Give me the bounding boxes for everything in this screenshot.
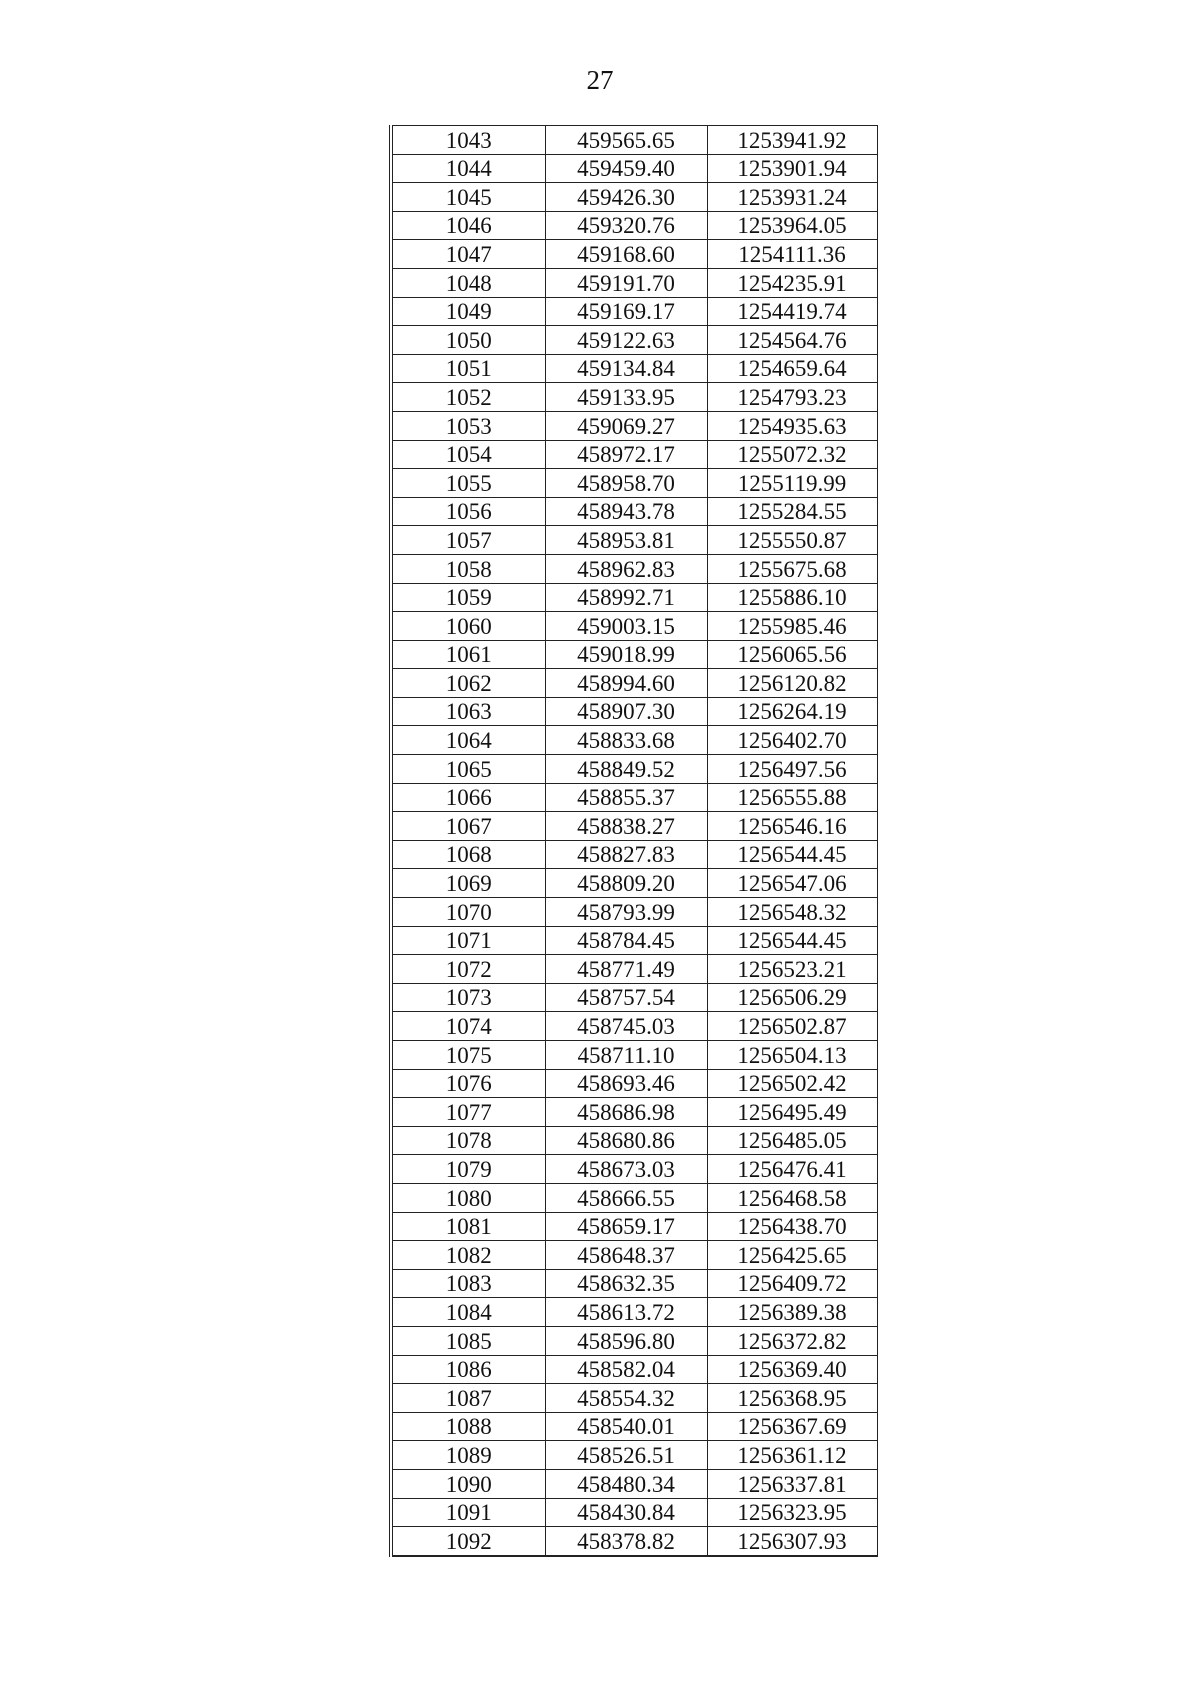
table-row — [391, 1012, 877, 1041]
point-number-cell: 1066 — [391, 783, 545, 812]
point-number-cell: 1048 — [391, 268, 545, 297]
table-row — [391, 126, 877, 155]
y-coordinate-cell: 1256409.72 — [707, 1269, 877, 1298]
y-coordinate-cell: 1256361.12 — [707, 1441, 877, 1470]
y-coordinate-cell: 1256495.49 — [707, 1098, 877, 1127]
x-coordinate-cell: 458784.45 — [545, 926, 707, 955]
x-coordinate-cell: 458953.81 — [545, 526, 707, 555]
table-row — [391, 354, 877, 383]
x-coordinate-cell: 459191.70 — [545, 268, 707, 297]
x-coordinate-cell: 458632.35 — [545, 1269, 707, 1298]
table-row — [391, 1241, 877, 1270]
x-coordinate-cell: 458613.72 — [545, 1298, 707, 1327]
x-coordinate-cell: 458659.17 — [545, 1212, 707, 1241]
table-row — [391, 840, 877, 869]
y-coordinate-cell: 1256368.95 — [707, 1384, 877, 1413]
x-coordinate-cell: 458745.03 — [545, 1012, 707, 1041]
x-coordinate-cell: 459003.15 — [545, 612, 707, 641]
point-number-cell: 1091 — [391, 1498, 545, 1527]
point-number-cell: 1086 — [391, 1355, 545, 1384]
y-coordinate-cell: 1256402.70 — [707, 726, 877, 755]
table-row — [391, 983, 877, 1012]
point-number-cell: 1078 — [391, 1126, 545, 1155]
table-row — [391, 526, 877, 555]
table-row — [391, 1469, 877, 1498]
y-coordinate-cell: 1256555.88 — [707, 783, 877, 812]
x-coordinate-cell: 458648.37 — [545, 1241, 707, 1270]
point-number-cell: 1089 — [391, 1441, 545, 1470]
y-coordinate-cell: 1254659.64 — [707, 354, 877, 383]
table-row — [391, 1041, 877, 1070]
point-number-cell: 1054 — [391, 440, 545, 469]
point-number-cell: 1070 — [391, 898, 545, 927]
coordinates-table — [389, 125, 878, 1557]
x-coordinate-cell: 458480.34 — [545, 1469, 707, 1498]
page-number: 27 — [586, 65, 614, 95]
point-number-cell: 1056 — [391, 497, 545, 526]
y-coordinate-cell: 1256502.42 — [707, 1069, 877, 1098]
table-row — [391, 1269, 877, 1298]
x-coordinate-cell: 458596.80 — [545, 1326, 707, 1355]
x-coordinate-cell: 458378.82 — [545, 1527, 707, 1556]
table-row — [391, 326, 877, 355]
table-row — [391, 612, 877, 641]
x-coordinate-cell: 459565.65 — [545, 126, 707, 155]
x-coordinate-cell: 458972.17 — [545, 440, 707, 469]
x-coordinate-cell: 458680.86 — [545, 1126, 707, 1155]
y-coordinate-cell: 1254564.76 — [707, 326, 877, 355]
table-row — [391, 869, 877, 898]
table-row — [391, 268, 877, 297]
table-row — [391, 812, 877, 841]
x-coordinate-cell: 458526.51 — [545, 1441, 707, 1470]
table-row — [391, 726, 877, 755]
y-coordinate-cell: 1253941.92 — [707, 126, 877, 155]
x-coordinate-cell: 458962.83 — [545, 554, 707, 583]
point-number-cell: 1088 — [391, 1412, 545, 1441]
y-coordinate-cell: 1256523.21 — [707, 955, 877, 984]
x-coordinate-cell: 458855.37 — [545, 783, 707, 812]
point-number-cell: 1075 — [391, 1041, 545, 1070]
x-coordinate-cell: 458809.20 — [545, 869, 707, 898]
table-row — [391, 1183, 877, 1212]
y-coordinate-cell: 1253901.94 — [707, 154, 877, 183]
point-number-cell: 1064 — [391, 726, 545, 755]
point-number-cell: 1051 — [391, 354, 545, 383]
table-row — [391, 1126, 877, 1155]
y-coordinate-cell: 1256264.19 — [707, 697, 877, 726]
table-row — [391, 1412, 877, 1441]
table-row — [391, 640, 877, 669]
x-coordinate-cell: 458827.83 — [545, 840, 707, 869]
x-coordinate-cell: 458757.54 — [545, 983, 707, 1012]
y-coordinate-cell: 1256502.87 — [707, 1012, 877, 1041]
x-coordinate-cell: 458693.46 — [545, 1069, 707, 1098]
x-coordinate-cell: 458711.10 — [545, 1041, 707, 1070]
x-coordinate-cell: 459133.95 — [545, 383, 707, 412]
y-coordinate-cell: 1254935.63 — [707, 411, 877, 440]
point-number-cell: 1071 — [391, 926, 545, 955]
y-coordinate-cell: 1256497.56 — [707, 755, 877, 784]
table-row — [391, 1212, 877, 1241]
y-coordinate-cell: 1256369.40 — [707, 1355, 877, 1384]
point-number-cell: 1065 — [391, 755, 545, 784]
y-coordinate-cell: 1256485.05 — [707, 1126, 877, 1155]
x-coordinate-cell: 458992.71 — [545, 583, 707, 612]
point-number-cell: 1063 — [391, 697, 545, 726]
y-coordinate-cell: 1256504.13 — [707, 1041, 877, 1070]
table-row — [391, 1384, 877, 1413]
point-number-cell: 1053 — [391, 411, 545, 440]
table-row — [391, 211, 877, 240]
coordinates-table-body — [391, 126, 877, 1556]
table-row — [391, 240, 877, 269]
y-coordinate-cell: 1256337.81 — [707, 1469, 877, 1498]
table-row — [391, 1326, 877, 1355]
point-number-cell: 1083 — [391, 1269, 545, 1298]
x-coordinate-cell: 458771.49 — [545, 955, 707, 984]
point-number-cell: 1085 — [391, 1326, 545, 1355]
y-coordinate-cell: 1256323.95 — [707, 1498, 877, 1527]
x-coordinate-cell: 459426.30 — [545, 183, 707, 212]
table-row — [391, 1355, 877, 1384]
table-row — [391, 1155, 877, 1184]
point-number-cell: 1062 — [391, 669, 545, 698]
point-number-cell: 1077 — [391, 1098, 545, 1127]
table-row — [391, 755, 877, 784]
x-coordinate-cell: 458430.84 — [545, 1498, 707, 1527]
y-coordinate-cell: 1253964.05 — [707, 211, 877, 240]
x-coordinate-cell: 458833.68 — [545, 726, 707, 755]
point-number-cell: 1087 — [391, 1384, 545, 1413]
point-number-cell: 1058 — [391, 554, 545, 583]
table-row — [391, 783, 877, 812]
x-coordinate-cell: 459169.17 — [545, 297, 707, 326]
point-number-cell: 1073 — [391, 983, 545, 1012]
y-coordinate-cell: 1256547.06 — [707, 869, 877, 898]
point-number-cell: 1092 — [391, 1527, 545, 1556]
point-number-cell: 1060 — [391, 612, 545, 641]
x-coordinate-cell: 458686.98 — [545, 1098, 707, 1127]
point-number-cell: 1068 — [391, 840, 545, 869]
x-coordinate-cell: 458554.32 — [545, 1384, 707, 1413]
table-row — [391, 154, 877, 183]
point-number-cell: 1067 — [391, 812, 545, 841]
table-row — [391, 469, 877, 498]
point-number-cell: 1074 — [391, 1012, 545, 1041]
x-coordinate-cell: 459320.76 — [545, 211, 707, 240]
table-row — [391, 1069, 877, 1098]
x-coordinate-cell: 458994.60 — [545, 669, 707, 698]
x-coordinate-cell: 458673.03 — [545, 1155, 707, 1184]
y-coordinate-cell: 1256425.65 — [707, 1241, 877, 1270]
y-coordinate-cell: 1254111.36 — [707, 240, 877, 269]
point-number-cell: 1076 — [391, 1069, 545, 1098]
y-coordinate-cell: 1253931.24 — [707, 183, 877, 212]
y-coordinate-cell: 1256544.45 — [707, 926, 877, 955]
table-row — [391, 926, 877, 955]
point-number-cell: 1069 — [391, 869, 545, 898]
y-coordinate-cell: 1254419.74 — [707, 297, 877, 326]
x-coordinate-cell: 459018.99 — [545, 640, 707, 669]
y-coordinate-cell: 1256438.70 — [707, 1212, 877, 1241]
point-number-cell: 1049 — [391, 297, 545, 326]
x-coordinate-cell: 458958.70 — [545, 469, 707, 498]
table-row — [391, 1098, 877, 1127]
x-coordinate-cell: 458540.01 — [545, 1412, 707, 1441]
point-number-cell: 1082 — [391, 1241, 545, 1270]
point-number-cell: 1081 — [391, 1212, 545, 1241]
y-coordinate-cell: 1256476.41 — [707, 1155, 877, 1184]
table-row — [391, 440, 877, 469]
x-coordinate-cell: 459134.84 — [545, 354, 707, 383]
y-coordinate-cell: 1255985.46 — [707, 612, 877, 641]
table-row — [391, 583, 877, 612]
point-number-cell: 1061 — [391, 640, 545, 669]
point-number-cell: 1080 — [391, 1183, 545, 1212]
table-row — [391, 411, 877, 440]
table-row — [391, 1498, 877, 1527]
point-number-cell: 1050 — [391, 326, 545, 355]
y-coordinate-cell: 1255072.32 — [707, 440, 877, 469]
point-number-cell: 1047 — [391, 240, 545, 269]
table-row — [391, 669, 877, 698]
y-coordinate-cell: 1255119.99 — [707, 469, 877, 498]
table-row — [391, 697, 877, 726]
y-coordinate-cell: 1256120.82 — [707, 669, 877, 698]
point-number-cell: 1046 — [391, 211, 545, 240]
y-coordinate-cell: 1256544.45 — [707, 840, 877, 869]
table-row — [391, 383, 877, 412]
y-coordinate-cell: 1256506.29 — [707, 983, 877, 1012]
x-coordinate-cell: 458666.55 — [545, 1183, 707, 1212]
y-coordinate-cell: 1256548.32 — [707, 898, 877, 927]
y-coordinate-cell: 1255550.87 — [707, 526, 877, 555]
x-coordinate-cell: 458582.04 — [545, 1355, 707, 1384]
y-coordinate-cell: 1256367.69 — [707, 1412, 877, 1441]
point-number-cell: 1057 — [391, 526, 545, 555]
x-coordinate-cell: 458907.30 — [545, 697, 707, 726]
point-number-cell: 1090 — [391, 1469, 545, 1498]
y-coordinate-cell: 1256307.93 — [707, 1527, 877, 1556]
table-row — [391, 955, 877, 984]
x-coordinate-cell: 459459.40 — [545, 154, 707, 183]
y-coordinate-cell: 1255284.55 — [707, 497, 877, 526]
table-row — [391, 554, 877, 583]
table-row — [391, 1527, 877, 1556]
table-row — [391, 1298, 877, 1327]
y-coordinate-cell: 1256468.58 — [707, 1183, 877, 1212]
y-coordinate-cell: 1256372.82 — [707, 1326, 877, 1355]
y-coordinate-cell: 1256389.38 — [707, 1298, 877, 1327]
point-number-cell: 1059 — [391, 583, 545, 612]
table-row — [391, 1441, 877, 1470]
y-coordinate-cell: 1255886.10 — [707, 583, 877, 612]
x-coordinate-cell: 459069.27 — [545, 411, 707, 440]
x-coordinate-cell: 458793.99 — [545, 898, 707, 927]
table-row — [391, 183, 877, 212]
x-coordinate-cell: 458849.52 — [545, 755, 707, 784]
point-number-cell: 1055 — [391, 469, 545, 498]
y-coordinate-cell: 1254793.23 — [707, 383, 877, 412]
y-coordinate-cell: 1254235.91 — [707, 268, 877, 297]
point-number-cell: 1045 — [391, 183, 545, 212]
point-number-cell: 1072 — [391, 955, 545, 984]
y-coordinate-cell: 1256065.56 — [707, 640, 877, 669]
x-coordinate-cell: 458943.78 — [545, 497, 707, 526]
point-number-cell: 1044 — [391, 154, 545, 183]
point-number-cell: 1079 — [391, 1155, 545, 1184]
x-coordinate-cell: 459122.63 — [545, 326, 707, 355]
y-coordinate-cell: 1256546.16 — [707, 812, 877, 841]
point-number-cell: 1052 — [391, 383, 545, 412]
table-row — [391, 898, 877, 927]
table-row — [391, 297, 877, 326]
x-coordinate-cell: 458838.27 — [545, 812, 707, 841]
x-coordinate-cell: 459168.60 — [545, 240, 707, 269]
table-row — [391, 497, 877, 526]
point-number-cell: 1084 — [391, 1298, 545, 1327]
y-coordinate-cell: 1255675.68 — [707, 554, 877, 583]
point-number-cell: 1043 — [391, 126, 545, 155]
